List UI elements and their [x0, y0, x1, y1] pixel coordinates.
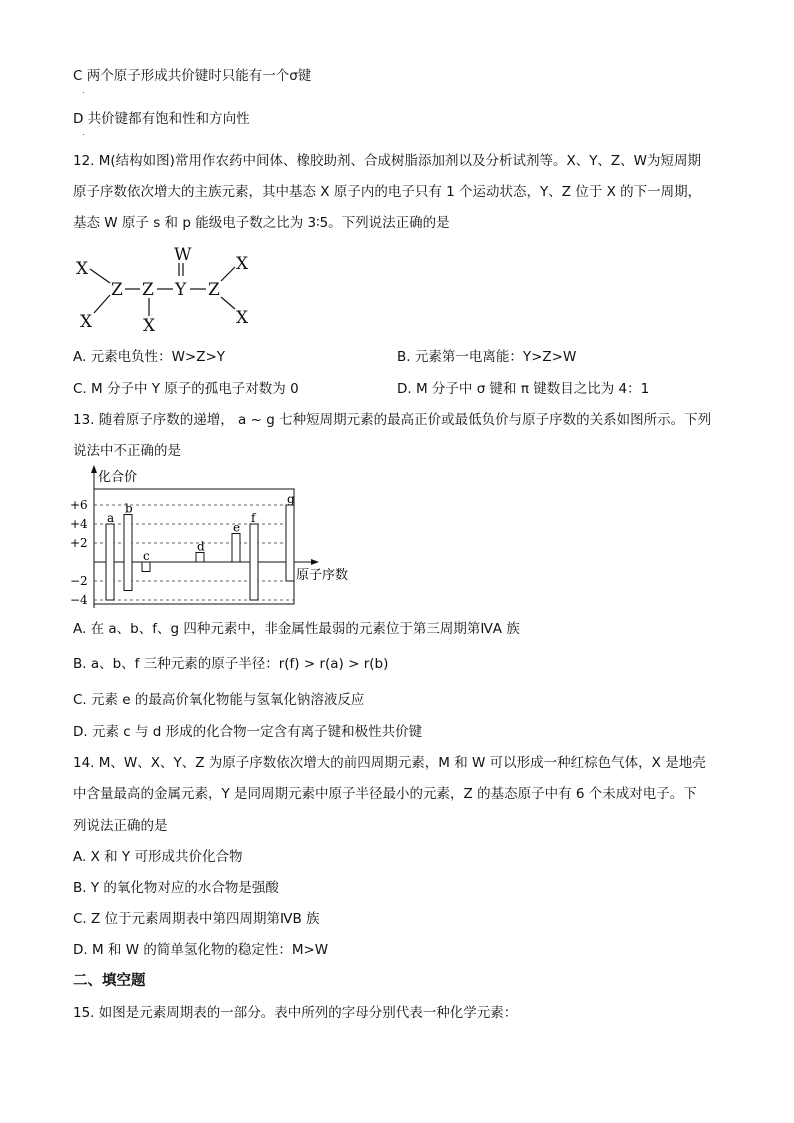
- x-axis-label: 原子序数: [296, 568, 349, 583]
- section-heading: 二、填空题: [73, 973, 146, 989]
- atom-w: W: [174, 245, 192, 265]
- q12-option-c: C. M 分子中 Y 原子的孤电子对数为 0: [73, 381, 299, 397]
- bar-f: [250, 524, 258, 600]
- q14-option-b: B. Y 的氧化物对应的水合物是强酸: [73, 880, 279, 896]
- q12-structure-diagram: [70, 243, 270, 338]
- atom-z: Z: [111, 280, 123, 300]
- y-tick-label: +4: [70, 517, 88, 531]
- bar-b: [124, 515, 132, 591]
- q11-option-d: D 共价键都有饱和性和方向性: [73, 111, 250, 127]
- bar-label-d: d: [197, 539, 205, 554]
- bar-label-g: g: [287, 492, 295, 506]
- q13-stem-line1: 13. 随着原子序数的递增， a ~ g 七种短周期元素的最高正价或最低负价与原子序数的关系如图所示。下列: [73, 412, 712, 428]
- q12-stem-line3: 基态 W 原子 s 和 p 能级电子数之比为 3∶5。下列说法正确的是: [73, 215, 450, 231]
- q14-option-a: A. X 和 Y 可形成共价化合物: [73, 849, 243, 865]
- bar-c: [142, 562, 150, 572]
- q13-option-c: C. 元素 e 的最高价氧化物能与氢氧化钠溶液反应: [73, 692, 365, 708]
- q13-option-a: A. 在 a、b、f、g 四种元素中，非金属性最弱的元素位于第三周期第ⅣA 族: [73, 621, 520, 637]
- q12-stem-line1: 12. M(结构如图)常用作农药中间体、橡胶助剂、合成树脂添加剂以及分析试剂等。X、Y、Z、W为短周期: [73, 153, 702, 169]
- q13-option-d: D. 元素 c 与 d 形成的化合物一定含有离子键和极性共价键: [73, 724, 423, 740]
- q14-option-c: C. Z 位于元素周期表中第四周期第ⅣB 族: [73, 911, 320, 927]
- bar-label-c: c: [143, 549, 150, 563]
- q12-option-d: D. M 分子中 σ 键和 π 键数目之比为 4：1: [397, 381, 650, 397]
- bar-label-a: a: [107, 511, 115, 525]
- y-tick-label: −4: [70, 593, 88, 607]
- q12-stem-line2: 原子序数依次增大的主族元素，其中基态 X 原子内的电子只有 1 个运动状态，Y、Z 位于 X 的下一周期，: [73, 184, 702, 200]
- bullet-dot: .: [82, 86, 85, 95]
- q14-option-d: D. M 和 W 的简单氢化物的稳定性：M>W: [73, 942, 329, 958]
- y-tick-label: +6: [70, 498, 88, 512]
- y-axis-label: 化合价: [98, 470, 138, 485]
- atom-y: Y: [175, 280, 187, 300]
- q14-stem-line1: 14. M、W、X、Y、Z 为原子序数依次增大的前四周期元素，M 和 W 可以形成一种红棕色气体，X 是地壳: [73, 755, 706, 771]
- bar-label-b: b: [125, 501, 133, 516]
- bullet-dot: .: [82, 128, 85, 137]
- q14-stem-line2: 中含量最高的金属元素，Y 是同周期元素中原子半径最小的元素，Z 的基态原子中有 6 个未成对电子。下: [73, 786, 697, 802]
- y-tick-label: +2: [70, 536, 88, 550]
- q15-stem-line1: 15. 如图是元素周期表的一部分。表中所列的字母分别代表一种化学元素：: [73, 1005, 518, 1021]
- atom-x: X: [76, 259, 89, 279]
- valence-chart: [70, 464, 370, 612]
- atom-x: X: [236, 254, 249, 274]
- q12-option-b: B. 元素第一电离能：Y>Z>W: [397, 349, 577, 365]
- atom-x: X: [80, 312, 93, 332]
- atom-z: Z: [142, 280, 154, 300]
- q13-option-b: B. a、b、f 三种元素的原子半径：r(f) > r(a) > r(b): [73, 656, 389, 672]
- atom-x: X: [143, 316, 156, 336]
- atom-z: Z: [208, 280, 220, 300]
- q12-option-a: A. 元素电负性：W>Z>Y: [73, 349, 226, 365]
- x-axis-arrow: [311, 559, 319, 565]
- bar-label-e: e: [233, 520, 241, 535]
- bar-e: [232, 534, 240, 563]
- bar-d: [196, 553, 204, 563]
- q14-stem-line3: 列说法正确的是: [73, 818, 168, 834]
- bar-label-f: f: [251, 511, 256, 525]
- atom-x: X: [236, 308, 249, 328]
- bar-a: [106, 524, 114, 600]
- q11-option-c: C 两个原子形成共价键时只能有一个σ键: [73, 68, 312, 84]
- y-axis-arrow: [91, 465, 97, 473]
- q13-stem-line2: 说法中不正确的是: [73, 443, 181, 459]
- y-tick-label: −2: [70, 574, 88, 588]
- bar-g: [286, 505, 294, 581]
